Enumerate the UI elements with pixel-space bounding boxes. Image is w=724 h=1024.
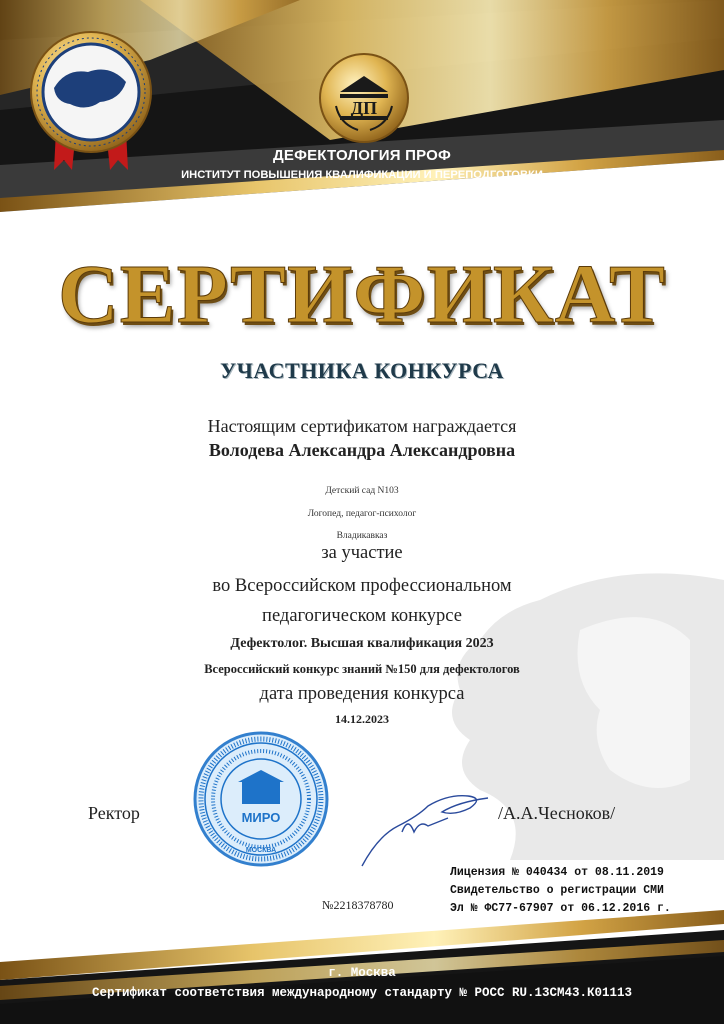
stamp-center-text: МИРО	[241, 810, 281, 825]
license-line-3: Эл № ФС77-67907 от 06.12.2016 г.	[450, 902, 671, 915]
for-line-2: во Всероссийском профессиональном	[212, 576, 512, 596]
brand-subtitle: ИНСТИТУТ ПОВЫШЕНИЯ КВАЛИФИКАЦИИ И ПЕРЕПОДГОТОВКИ	[181, 169, 543, 181]
recipient-name: Володева Александра Александровна	[208, 440, 516, 460]
license-line-2: Свидетельство о регистрации СМИ	[450, 884, 664, 897]
official-stamp	[192, 730, 330, 868]
institute-logo	[318, 52, 410, 144]
brand-name: ДЕФЕКТОЛОГИЯ ПРОФ	[273, 147, 451, 164]
logo-letters: ДП	[350, 98, 378, 118]
award-line: Настоящим сертификатом награждается	[207, 416, 517, 436]
document-number: №2218378780	[322, 898, 394, 912]
recipient-city: Владикавказ	[336, 531, 388, 541]
certificate-title: СЕРТИФИКАТ	[57, 248, 667, 341]
position: Логопед, педагог-психолог	[307, 509, 417, 519]
for-line-1: за участие	[321, 543, 403, 563]
footer-city: г. Москва	[328, 966, 396, 980]
certificate-subtitle: УЧАСТНИКА КОНКУРСА	[220, 358, 504, 383]
rector-label: Ректор	[88, 803, 140, 823]
footer-band	[0, 900, 724, 1024]
signature-scribble	[358, 786, 494, 870]
organization: Детский сад N103	[325, 486, 399, 496]
date-label: дата проведения конкурса	[259, 684, 465, 704]
contest-name: Дефектолог. Высшая квалификация 2023	[230, 636, 494, 651]
for-line-3: педагогическом конкурсе	[262, 606, 462, 626]
stamp-city-text: МОСКВА	[245, 847, 277, 854]
license-line-1: Лицензия № 040434 от 08.11.2019	[450, 866, 664, 879]
rector-name: /А.А.Чесноков/	[498, 803, 616, 823]
contest-date: 14.12.2023	[335, 712, 389, 726]
contest-subtitle: Всероссийский конкурс знаний №150 для дефектологов	[204, 662, 520, 676]
footer-standard: Сертификат соответствия международному стандарту № РОСС RU.13СМ43.К01113	[91, 986, 633, 1000]
